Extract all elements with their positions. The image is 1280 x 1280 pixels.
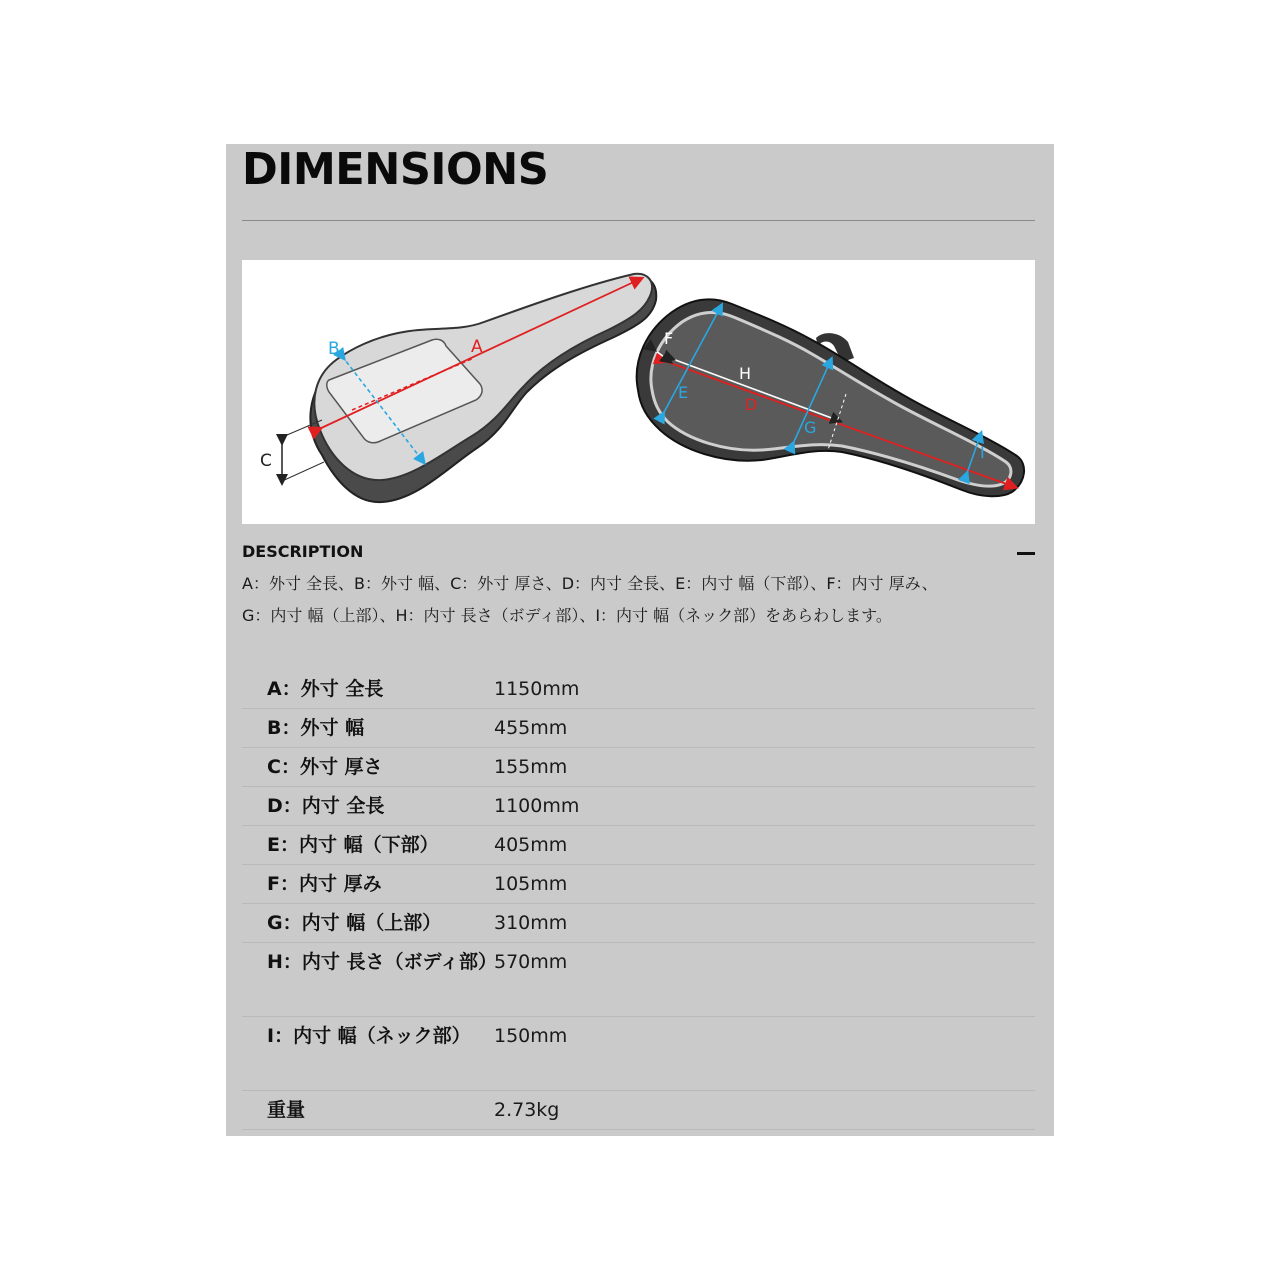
spec-row [242, 1091, 1035, 1130]
label-e: E [678, 383, 689, 402]
spec-row [242, 748, 1035, 787]
spec-row [242, 1017, 1035, 1091]
spec-label: C：外寸 厚さ [242, 748, 494, 787]
spec-label: A：外寸 全長 [242, 670, 494, 709]
spec-value: 2.73kg [494, 1091, 1035, 1130]
spec-row [242, 865, 1035, 904]
spec-row [242, 943, 1035, 1017]
spec-row [242, 826, 1035, 865]
spec-value: 570mm [494, 943, 1035, 1017]
description-heading: DESCRIPTION [242, 542, 364, 561]
description-line: G：内寸 幅（上部）、H：内寸 長さ（ボディ部）、I：内寸 幅（ネック部）をあらわします。 [242, 606, 892, 625]
description-line: A：外寸 全長、B：外寸 幅、C：外寸 厚さ、D：内寸 全長、E：内寸 幅（下部）、F：内寸 厚み、 [242, 574, 938, 593]
spec-label: 重量 [242, 1091, 494, 1130]
label-g: G [804, 418, 817, 437]
spec-table [242, 670, 1035, 1130]
spec-value: 155mm [494, 748, 1035, 787]
case-dimension-diagram [242, 260, 1035, 524]
spec-label: I：内寸 幅（ネック部） [242, 1017, 494, 1091]
spec-label: G：内寸 幅（上部） [242, 904, 494, 943]
spec-row [242, 709, 1035, 748]
spec-value: 1100mm [494, 787, 1035, 826]
label-h: H [739, 364, 752, 383]
spec-label: F：内寸 厚み [242, 865, 494, 904]
title-divider [242, 220, 1035, 221]
open-case-drawing [637, 299, 1024, 496]
page-title: DIMENSIONS [242, 144, 549, 195]
dimensions-panel [226, 144, 1054, 1136]
spec-value: 455mm [494, 709, 1035, 748]
spec-value: 405mm [494, 826, 1035, 865]
spec-label: H：内寸 長さ（ボディ部） [242, 943, 494, 1017]
spec-label: E：内寸 幅（下部） [242, 826, 494, 865]
spec-row [242, 904, 1035, 943]
label-a: A [471, 337, 483, 357]
label-f: F [664, 329, 674, 348]
label-i: I [980, 443, 985, 462]
label-c: C [260, 451, 272, 471]
description-text [242, 568, 1032, 632]
spec-label: B：外寸 幅 [242, 709, 494, 748]
label-b: B [328, 339, 340, 359]
spec-value: 310mm [494, 904, 1035, 943]
spec-row [242, 670, 1035, 709]
case-illustration [242, 260, 1035, 524]
spec-row [242, 787, 1035, 826]
spec-value: 150mm [494, 1017, 1035, 1091]
label-d: D [745, 395, 758, 414]
collapse-toggle-icon[interactable] [1017, 552, 1035, 555]
closed-case-drawing [280, 274, 656, 502]
spec-value: 105mm [494, 865, 1035, 904]
spec-label: D：内寸 全長 [242, 787, 494, 826]
spec-value: 1150mm [494, 670, 1035, 709]
